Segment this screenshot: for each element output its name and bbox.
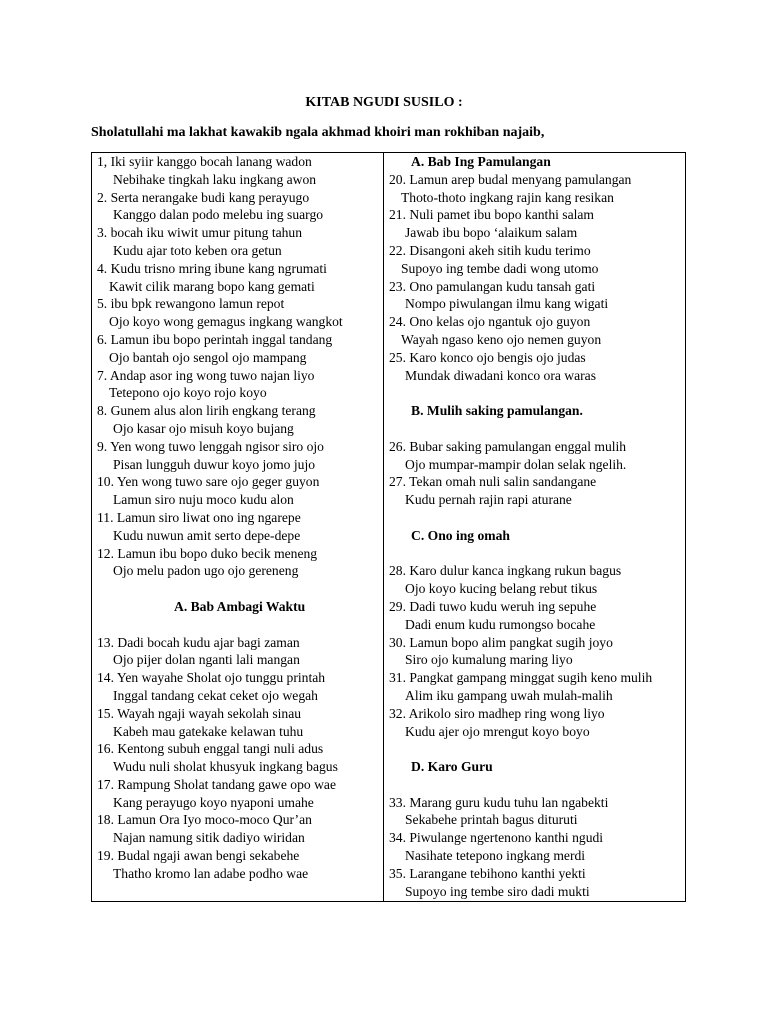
- verse-line: 19. Budal ngaji awan bengi sekabehe: [97, 848, 300, 864]
- verse-line: 16. Kentong subuh enggal tangi nuli adus: [97, 741, 324, 757]
- verse-line-continuation: Sekabehe printah bagus dituruti: [405, 812, 578, 828]
- verse-line-continuation: Mundak diwadani konco ora waras: [405, 367, 597, 383]
- verse-line-continuation: Kanggo dalan podo melebu ing suargo: [113, 207, 324, 223]
- blank-line: [389, 545, 685, 563]
- verse-line-continuation: Tetepono ojo koyo rojo koyo: [109, 385, 267, 401]
- verse-line-continuation: Wudu nuli sholat khusyuk ingkang bagus: [113, 759, 338, 775]
- verse-line-continuation: Kudu ajer ojo mrengut koyo boyo: [405, 723, 590, 739]
- verse-line-continuation: Kabeh mau gatekake kelawan tuhu: [113, 723, 304, 739]
- verse-line: 34. Piwulange ngertenono kanthi ngudi: [389, 830, 604, 846]
- verse-line: 2. Serta nerangake budi kang perayugo: [97, 189, 310, 205]
- verse-line-continuation: Ojo mumpar-mampir dolan selak ngelih.: [405, 456, 627, 472]
- verse-line-continuation: Ojo melu padon ugo ojo gereneng: [113, 563, 299, 579]
- blank-line: [389, 776, 685, 794]
- document-title: KITAB NGUDI SUSILO :: [305, 95, 463, 110]
- verse-line: 14. Yen wayahe Sholat ojo tunggu printah: [97, 670, 326, 686]
- verse-line-continuation: Kawit cilik marang bopo kang gemati: [109, 278, 315, 294]
- left-column: [97, 153, 381, 883]
- section-heading: C. Ono ing omah: [411, 527, 510, 543]
- verse-line: 30. Lamun bopo alim pangkat sugih joyo: [389, 634, 613, 650]
- verse-line-continuation: Kudu ajar toto keben ora getun: [113, 242, 282, 258]
- verse-line: 4. Kudu trisno mring ibune kang ngrumati: [97, 260, 327, 276]
- verse-line: 29. Dadi tuwo kudu weruh ing sepuhe: [389, 598, 597, 614]
- verse-line: 1, Iki syiir kanggo bocah lanang wadon: [97, 154, 312, 169]
- section-heading: D. Karo Guru: [411, 759, 493, 775]
- verse-line-continuation: Supoyo ing tembe dadi wong utomo: [401, 260, 599, 276]
- verse-line-continuation: Lamun siro nuju moco kudu alon: [113, 492, 294, 508]
- document-subtitle: Sholatullahi ma lakhat kawakib ngala akhmad khoiri man rokhiban najaib,: [91, 125, 545, 140]
- verse-line-continuation: Thoto-thoto ingkang rajin kang resikan: [401, 189, 614, 205]
- verse-line-continuation: Nompo piwulangan ilmu kang wigati: [405, 296, 609, 312]
- verse-line-continuation: Supoyo ing tembe siro dadi mukti: [405, 883, 590, 899]
- verse-line: 20. Lamun arep budal menyang pamulangan: [389, 171, 632, 187]
- blank-line: [389, 509, 685, 527]
- verse-line-continuation: Ojo koyo wong gemagus ingkang wangkot: [109, 314, 343, 330]
- verse-line: 33. Marang guru kudu tuhu lan ngabekti: [389, 794, 609, 810]
- verse-line: 31. Pangkat gampang minggat sugih keno mulih: [389, 670, 653, 686]
- verse-line: 17. Rampung Sholat tandang gawe opo wae: [97, 776, 336, 792]
- verse-line: 8. Gunem alus alon lirih engkang terang: [97, 403, 316, 419]
- verse-line-continuation: Alim iku gampang uwah mulah-malih: [405, 687, 613, 703]
- verse-line: 28. Karo dulur kanca ingkang rukun bagus: [389, 563, 622, 579]
- verse-line: 3. bocah iku wiwit umur pitung tahun: [97, 225, 303, 241]
- verse-table: [91, 152, 686, 902]
- verse-line-continuation: Siro ojo kumalung maring liyo: [405, 652, 573, 668]
- verse-line-continuation: Ojo bantah ojo sengol ojo mampang: [109, 349, 307, 365]
- verse-line: 27. Tekan omah nuli salin sandangane: [389, 474, 597, 490]
- verse-line: 32. Arikolo siro madhep ring wong liyo: [389, 705, 605, 721]
- verse-line-continuation: Kang perayugo koyo nyaponi umahe: [113, 794, 314, 810]
- verse-line: 15. Wayah ngaji wayah sekolah sinau: [97, 705, 302, 721]
- verse-line-continuation: Kudu nuwun amit serto depe-depe: [113, 527, 301, 543]
- verse-line: 25. Karo konco ojo bengis ojo judas: [389, 349, 586, 365]
- verse-line-continuation: Nasihate tetepono ingkang merdi: [405, 848, 586, 864]
- section-heading: B. Mulih saking pamulangan.: [411, 403, 583, 419]
- verse-line: 18. Lamun Ora Iyo moco-moco Qur’an: [97, 812, 312, 828]
- verse-line: 5. ibu bpk rewangono lamun repot: [97, 296, 285, 312]
- verse-line-continuation: Najan namung sitik dadiyo wiridan: [113, 830, 305, 846]
- verse-line: 7. Andap asor ing wong tuwo najan liyo: [97, 367, 315, 383]
- verse-line: 11. Lamun siro liwat ono ing ngarepe: [97, 509, 301, 525]
- verse-line: 35. Larangane tebihono kanthi yekti: [389, 865, 586, 881]
- verse-line-continuation: Wayah ngaso keno ojo nemen guyon: [401, 331, 602, 347]
- verse-line: 21. Nuli pamet ibu bopo kanthi salam: [389, 207, 595, 223]
- verse-line: 26. Bubar saking pamulangan enggal mulih: [389, 438, 627, 454]
- verse-line: 12. Lamun ibu bopo duko becik meneng: [97, 545, 318, 561]
- column-divider: [383, 153, 384, 901]
- right-column: [389, 153, 685, 900]
- verse-line-continuation: Dadi enum kudu rumongso bocahe: [405, 616, 596, 632]
- verse-line-continuation: Inggal tandang cekat ceket ojo wegah: [113, 687, 318, 703]
- verse-line: 23. Ono pamulangan kudu tansah gati: [389, 278, 596, 294]
- blank-line: [389, 384, 685, 402]
- verse-line: 24. Ono kelas ojo ngantuk ojo guyon: [389, 314, 591, 330]
- verse-line-continuation: Ojo koyo kucing belang rebut tikus: [405, 581, 598, 597]
- verse-line-continuation: Thatho kromo lan adabe podho wae: [113, 865, 309, 881]
- section-heading: A. Bab Ing Pamulangan: [411, 154, 551, 169]
- verse-line: 13. Dadi bocah kudu ajar bagi zaman: [97, 634, 300, 650]
- blank-line: [97, 580, 381, 598]
- verse-line: 6. Lamun ibu bopo perintah inggal tandang: [97, 331, 333, 347]
- verse-line: 22. Disangoni akeh sitih kudu terimo: [389, 242, 591, 258]
- blank-line: [97, 616, 381, 634]
- verse-line-continuation: Jawab ibu bopo ‘alaikum salam: [405, 225, 578, 241]
- verse-line-continuation: Nebihake tingkah laku ingkang awon: [113, 171, 317, 187]
- verse-line-continuation: Ojo kasar ojo misuh koyo bujang: [113, 420, 294, 436]
- verse-line-continuation: Kudu pernah rajin rapi aturane: [405, 492, 572, 508]
- blank-line: [389, 740, 685, 758]
- verse-line-continuation: Pisan lungguh duwur koyo jomo jujo: [113, 456, 316, 472]
- verse-line: 10. Yen wong tuwo sare ojo geger guyon: [97, 474, 320, 490]
- blank-line: [389, 420, 685, 438]
- verse-line-continuation: Ojo pijer dolan nganti lali mangan: [113, 652, 300, 668]
- verse-line: 9. Yen wong tuwo lenggah ngisor siro ojo: [97, 438, 324, 454]
- section-heading: A. Bab Ambagi Waktu: [174, 598, 306, 614]
